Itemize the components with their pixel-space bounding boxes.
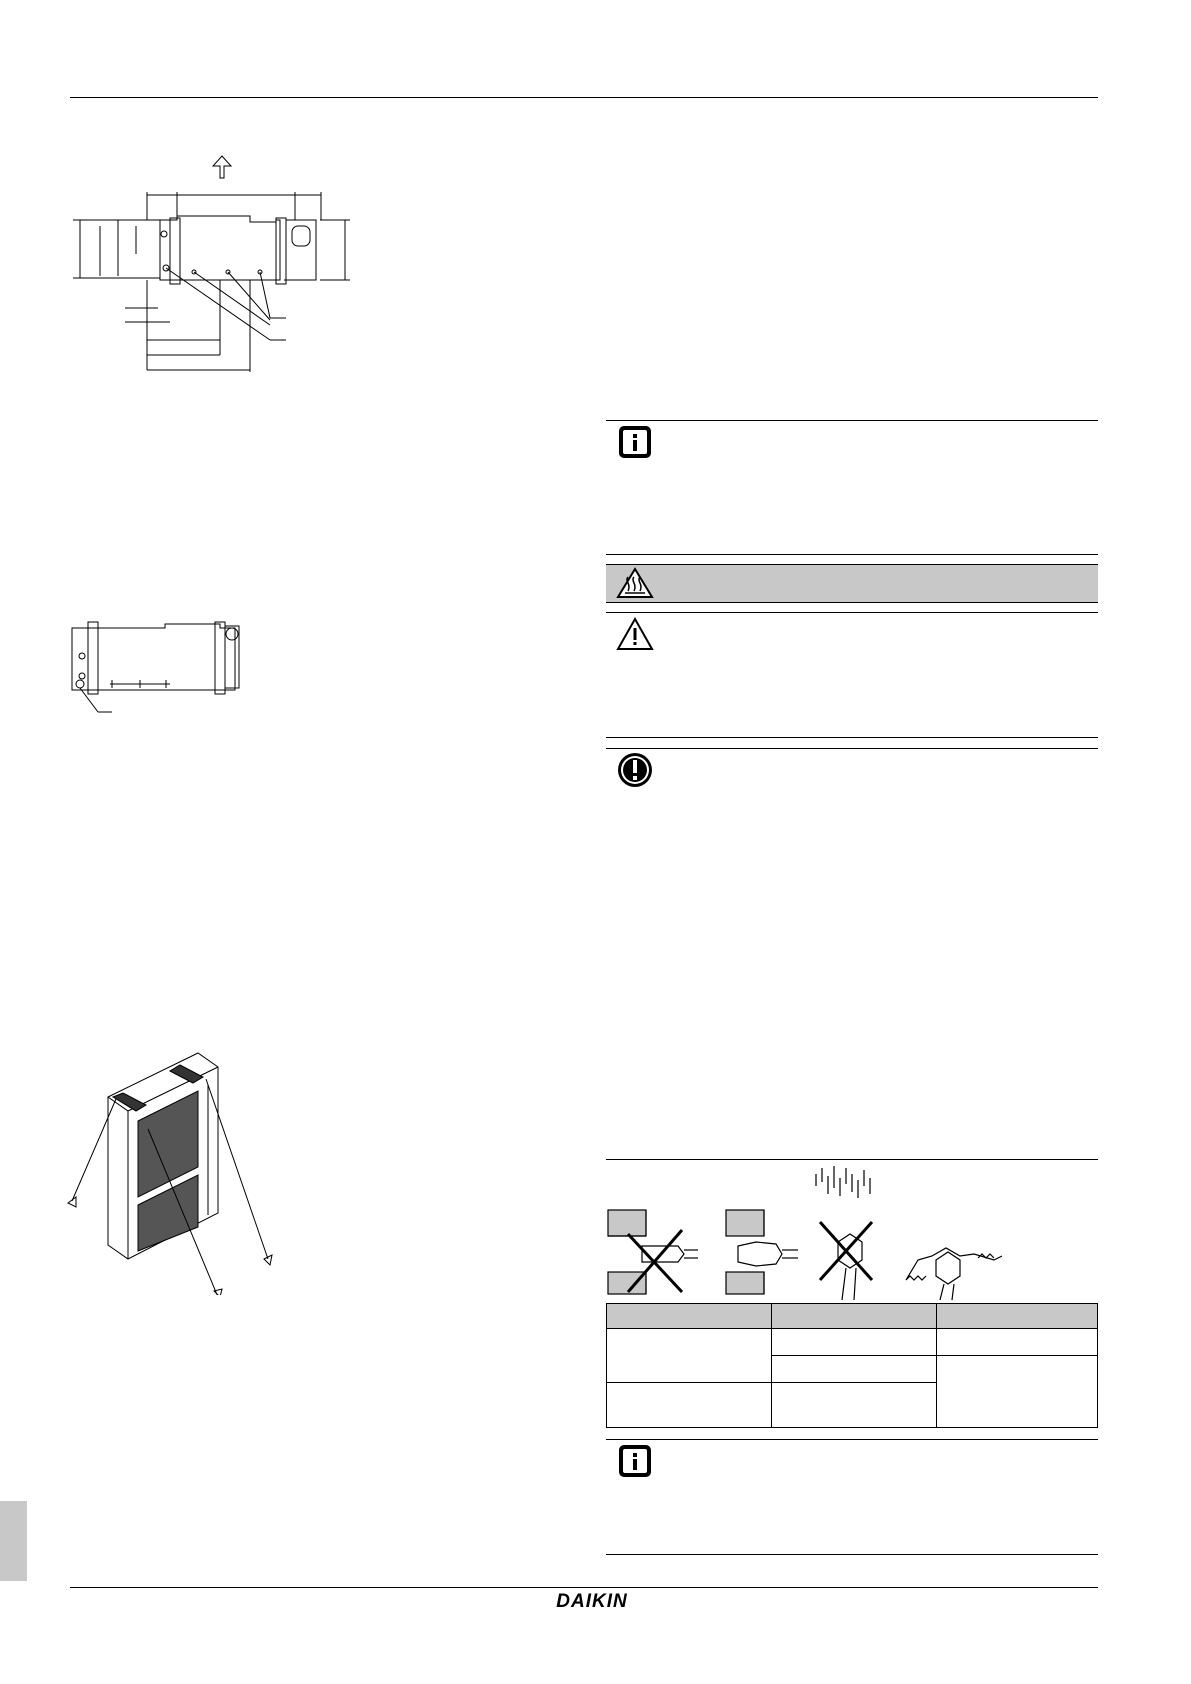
flare-figure-top-rule (606, 1159, 1098, 1160)
table-cell (607, 1383, 772, 1428)
table-header-cell (607, 1304, 772, 1329)
figure-flare-handling (606, 1164, 1026, 1305)
brand-logo: DAIKIN (556, 1591, 628, 1612)
table-row (607, 1329, 1098, 1356)
hot-surface-band (606, 565, 1098, 602)
hot-band-bottom-rule (606, 602, 1098, 603)
notice-caution-top-rule (606, 748, 1098, 749)
table-cell (607, 1329, 772, 1383)
table-header-row (607, 1304, 1098, 1329)
pipe-end-protection-drawing (606, 1164, 1026, 1300)
notice-info-1-top-rule (606, 420, 1098, 421)
footer-rule (70, 1587, 1098, 1588)
notice-warning-top-rule (606, 612, 1098, 613)
table-cell (772, 1383, 937, 1428)
table-header-cell (937, 1304, 1098, 1329)
front-arrow-icon (213, 156, 231, 178)
figure-fall-prevention (58, 1045, 298, 1300)
table-cell (772, 1329, 937, 1356)
table-cell (937, 1329, 1098, 1356)
hot-surface-icon (616, 567, 654, 599)
table-cell (937, 1356, 1098, 1428)
notice-info-2-top-rule (606, 1439, 1098, 1440)
information-icon (618, 1444, 652, 1478)
dimension-drawing (70, 150, 370, 390)
table-cell (772, 1356, 937, 1383)
notice-info-1-bottom-rule (606, 554, 1098, 555)
figure-front-view (70, 150, 370, 395)
warning-triangle-icon (616, 617, 654, 651)
spec-table (606, 1303, 1098, 1428)
notice-info-2-bottom-rule (606, 1554, 1098, 1555)
header-rule (70, 97, 1098, 98)
table-header-cell (772, 1304, 937, 1329)
information-icon (618, 425, 652, 459)
unit-base-drawing (60, 618, 270, 728)
notice-warning-bottom-rule (606, 737, 1098, 738)
chapter-side-tab (0, 1501, 27, 1581)
exclamation-circle-icon (617, 752, 653, 788)
unit-wired-drawing (58, 1045, 298, 1295)
figure-top-view (60, 618, 270, 733)
